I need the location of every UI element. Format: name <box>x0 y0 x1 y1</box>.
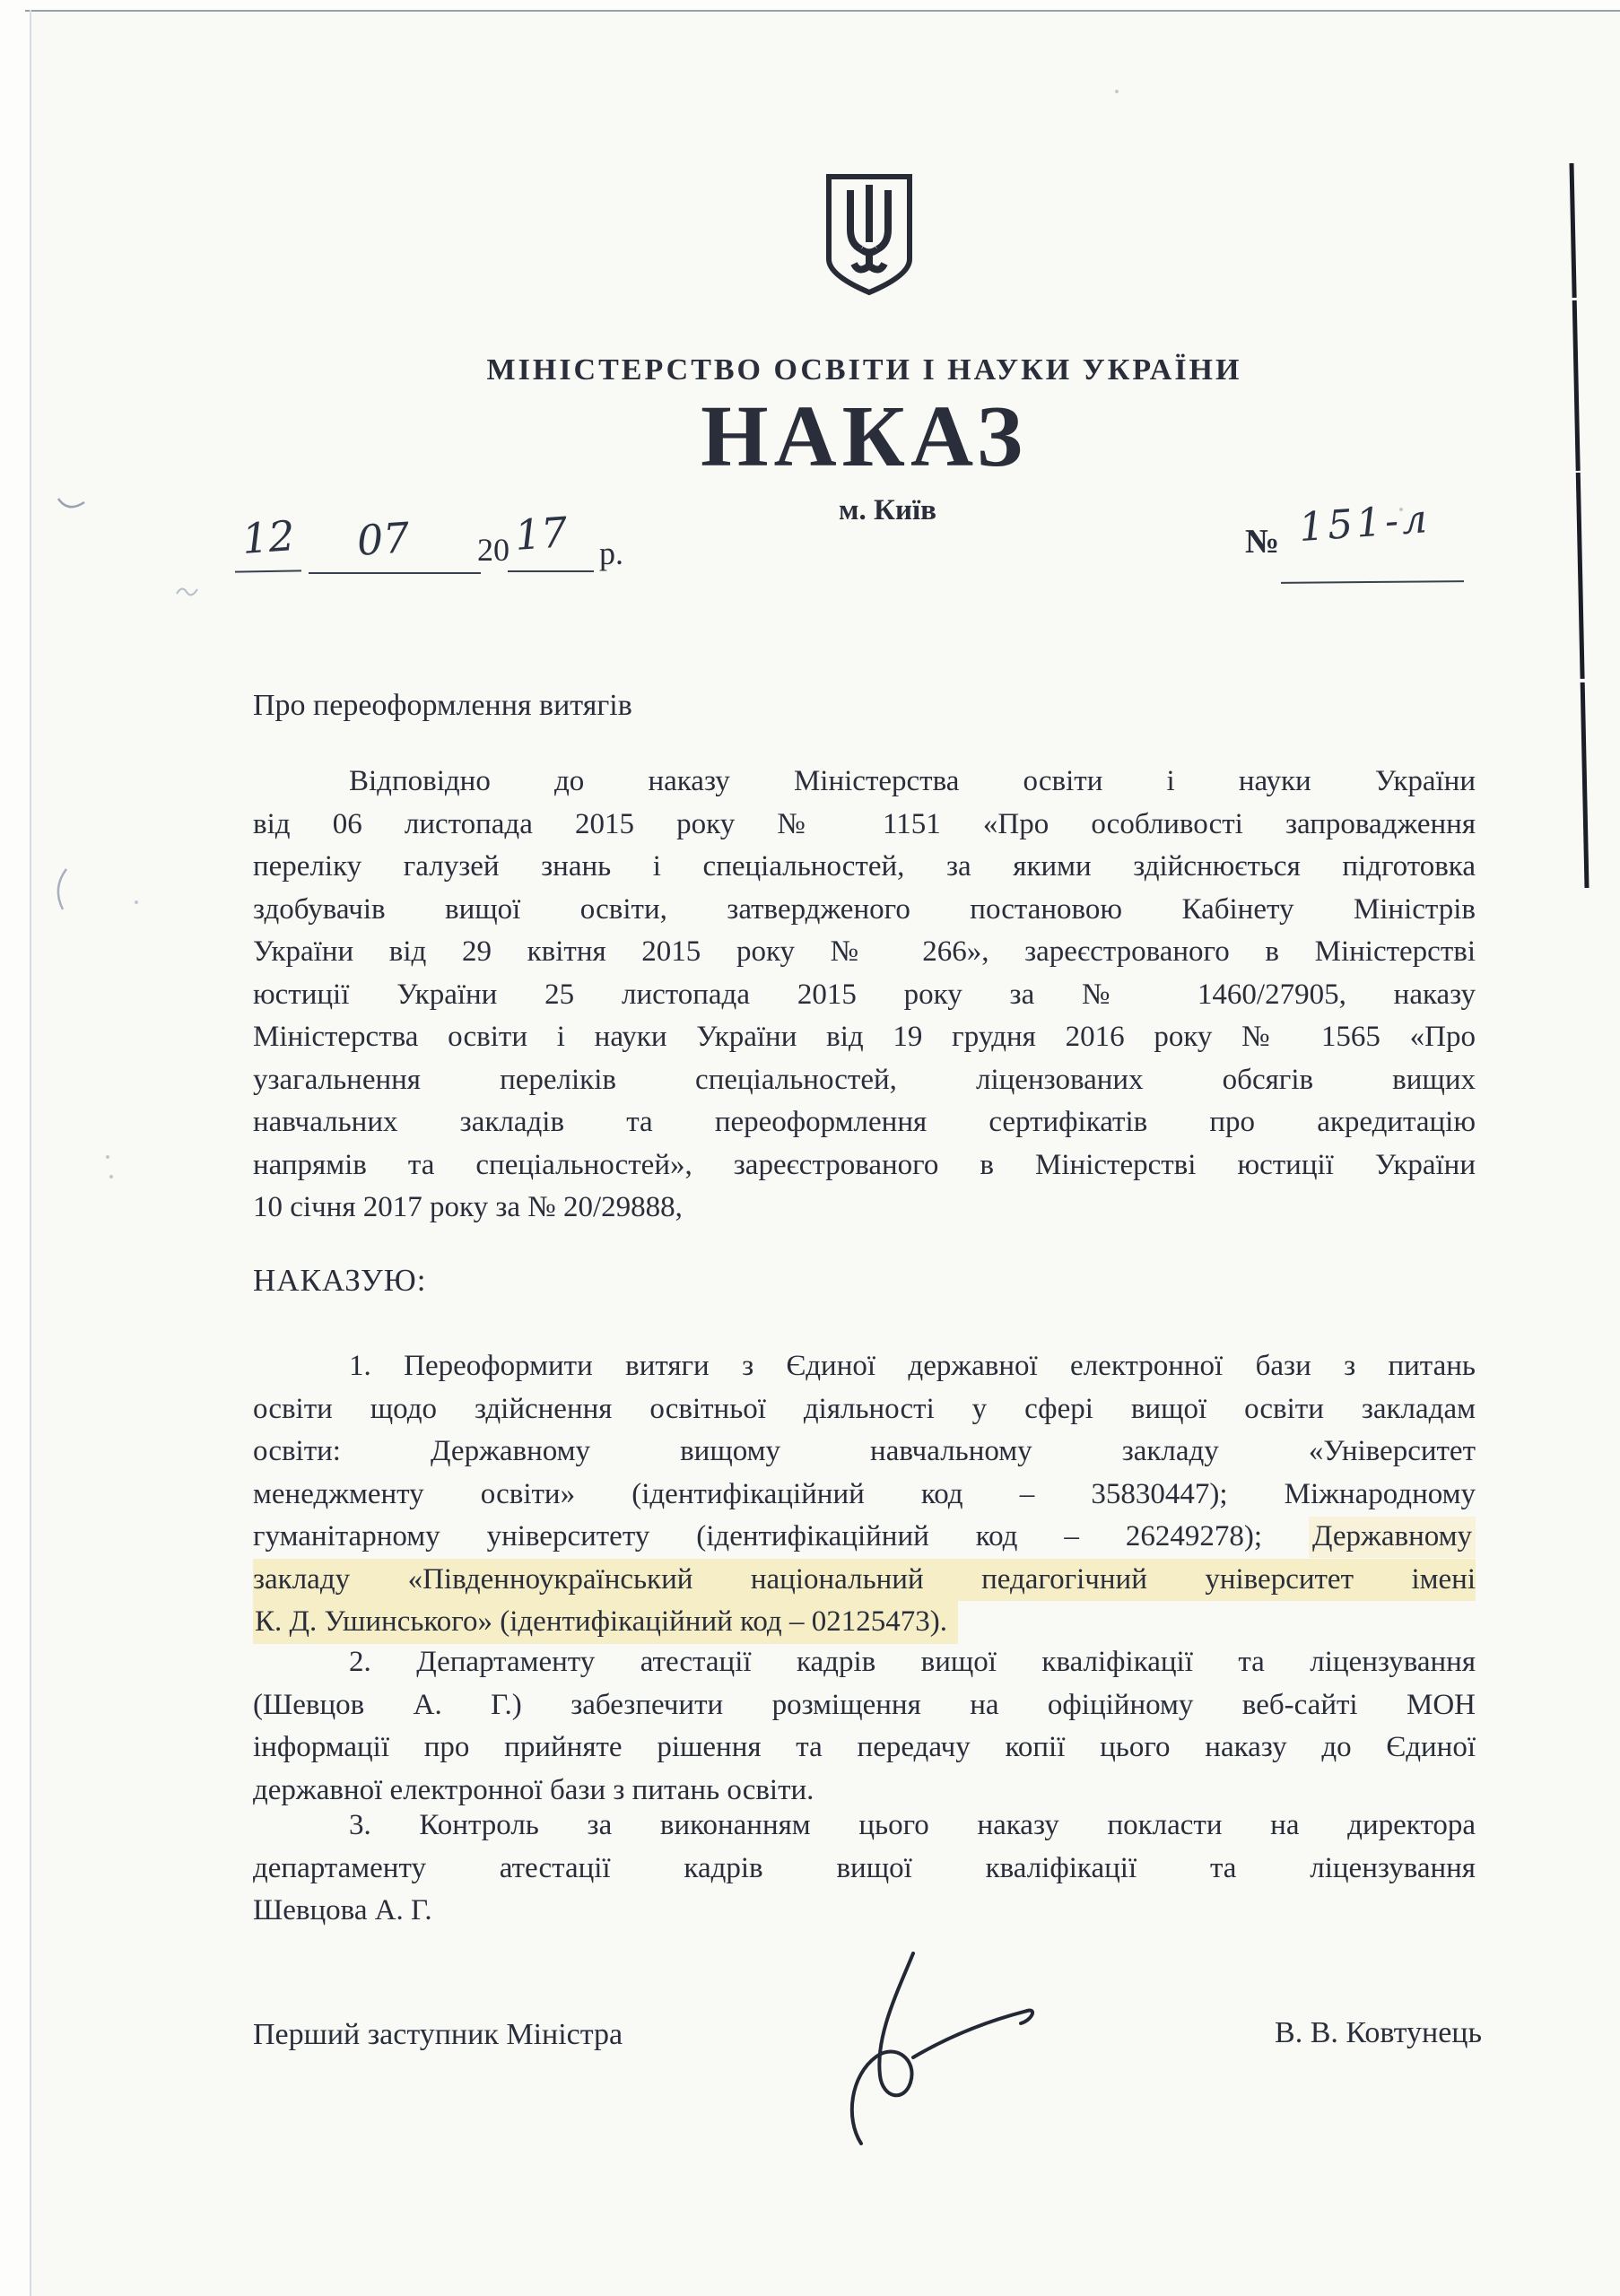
order-item-line: департаменту атестації кадрів вищої кваліфікації та ліцензування <box>253 1851 1476 1884</box>
order-item-line: 3. Контроль за виконанням цього наказу покласти на директора <box>349 1809 1476 1841</box>
number-underline <box>1281 580 1464 584</box>
date-underline <box>508 570 594 572</box>
preamble-line: узагальнення переліків спеціальностей, ліцензованих обсягів вищих <box>253 1063 1476 1096</box>
order-item-text: гуманітарному університету (ідентифікаційний код – 26249278); <box>253 1520 1309 1552</box>
number-sign-label: № <box>1245 523 1280 561</box>
scan-speck <box>135 900 138 904</box>
preamble-line: переліку галузей знань і спеціальностей, за якими здійснюється підготовка <box>253 850 1476 883</box>
preamble-line: здобувачів вищої освіти, затвердженого постановою Кабінету Міністрів <box>253 892 1476 926</box>
preamble-line: юстиції України 25 листопада 2015 року за № 1460/27905, наказу <box>253 978 1476 1011</box>
document-type-title: НАКАЗ <box>701 388 1028 484</box>
subject-line: Про переоформлення витягів <box>253 689 632 722</box>
order-item-line: освіти: Державному вищому навчальному закладу «Університет <box>253 1435 1476 1467</box>
date-underline <box>235 570 301 572</box>
scan-arc-artifact <box>56 493 88 517</box>
page-edge-line <box>25 10 1620 12</box>
city-line: м. Київ <box>839 494 936 526</box>
order-item-line <box>253 1516 1476 1559</box>
ukraine-trident-emblem-icon <box>822 172 917 298</box>
ministry-name: МІНІСТЕРСТВО ОСВІТИ І НАУКИ УКРАЇНИ <box>486 353 1242 387</box>
handwritten-day: 12 <box>240 511 297 563</box>
signatory-name: В. В. Ковтунець <box>1275 2016 1482 2049</box>
order-item-line <box>253 1601 1476 1644</box>
order-item-line: освіти щодо здійснення освітньої діяльності у сфері вищої освіти закладам <box>253 1392 1476 1425</box>
preamble-line: напрямів та спеціальностей», зареєстрованого в Міністерстві юстиції України <box>253 1148 1476 1181</box>
order-item-line: 1. Переоформити витяги з Єдиної державної електронної бази з питань <box>349 1350 1476 1382</box>
order-item-line: (Шевцов А. Г.) забезпечити розміщення на офіційному веб-сайті МОН <box>253 1688 1476 1721</box>
preamble-line: Міністерства освіти і науки України від 19 грудня 2016 року № 1565 «Про <box>253 1021 1476 1053</box>
preamble-line: України від 29 квітня 2015 року № 266», зареєстрованого в Міністерстві <box>253 935 1476 968</box>
date-suffix: р. <box>599 535 623 571</box>
date-underline <box>309 572 481 574</box>
highlighted-text: К. Д. Ушинського» (ідентифікаційний код – 02125473). <box>253 1601 958 1644</box>
order-item-3 <box>253 1805 1476 1933</box>
preamble-line: від 06 листопада 2015 року № 1151 «Про особливості запровадження <box>253 807 1476 840</box>
scan-streak-line <box>1566 160 1593 893</box>
preamble-line: Відповідно до наказу Міністерства освіти і науки України <box>349 765 1476 797</box>
scan-speck <box>109 1175 113 1178</box>
year-century-printed: 20 <box>477 532 510 568</box>
order-item-line: інформації про прийняте рішення та передачу копії цього наказу до Єдиної <box>253 1731 1476 1763</box>
handwritten-signature <box>761 1948 1043 2159</box>
handwritten-year: 17 <box>513 508 570 560</box>
decree-word: НАКАЗУЮ: <box>253 1263 427 1298</box>
order-item-line: державної електронної бази з питань освіти. <box>253 1773 814 1806</box>
preamble-line: 10 січня 2017 року за № 20/29888, <box>253 1191 683 1223</box>
highlighted-line: закладу «Південноукраїнський національний педагогічний університет імені <box>253 1559 1476 1602</box>
scan-squiggle-artifact <box>174 581 201 603</box>
scan-arc-artifact <box>50 866 74 913</box>
order-item-2 <box>253 1641 1476 1812</box>
scan-margin <box>0 0 30 2296</box>
order-item-line: Шевцова А. Г. <box>253 1894 432 1926</box>
order-item-1 <box>253 1345 1476 1644</box>
preamble-line: навчальних закладів та переоформлення сертифікатів про акредитацію <box>253 1106 1476 1138</box>
scan-margin <box>0 0 1620 10</box>
scan-speck <box>106 1155 109 1159</box>
page-edge-line <box>30 10 31 2296</box>
scan-speck <box>1115 90 1119 93</box>
handwritten-order-number: 151-л <box>1297 495 1433 552</box>
signatory-position: Перший заступник Міністра <box>253 2018 623 2051</box>
preamble-paragraph <box>253 761 1476 1230</box>
highlighted-text: Державному <box>1309 1517 1476 1558</box>
order-item-line: менеджменту освіти» (ідентифікаційний код – 35830447); Міжнародному <box>253 1477 1476 1510</box>
handwritten-month: 07 <box>355 513 412 565</box>
order-item-line: 2. Департаменту атестації кадрів вищої кваліфікації та ліцензування <box>349 1646 1476 1678</box>
